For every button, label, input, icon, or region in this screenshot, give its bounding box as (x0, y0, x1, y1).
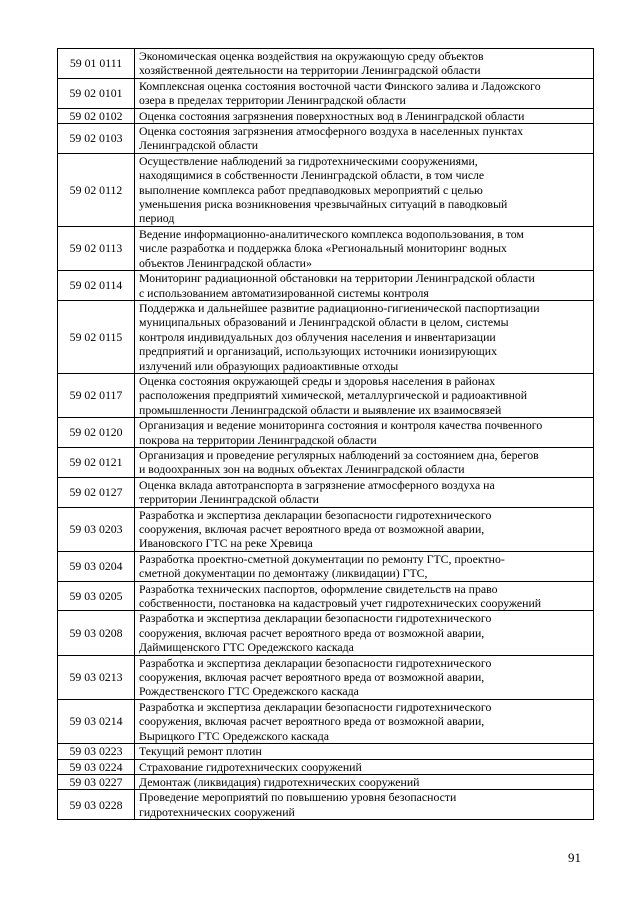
description-line: Разработка и экспертиза декларации безопасности гидротехнического (139, 655, 492, 670)
description-line: расположения предприятий химической, металлургической и радиоактивной (139, 388, 528, 403)
table-row (58, 49, 594, 79)
row-description (135, 447, 594, 477)
row-description (135, 699, 594, 743)
table-row (58, 373, 594, 417)
table-row (58, 226, 594, 270)
description-line: Ивановского ГТС на реке Хревица (139, 536, 313, 551)
description-line: озера в пределах территории Ленинградской области (139, 93, 406, 108)
table-row (58, 790, 594, 820)
codes-table (57, 48, 594, 820)
description-line: Осуществление наблюдений за гидротехническими сооружениями, (139, 153, 478, 168)
table-body (58, 49, 594, 820)
page-number: 91 (568, 850, 581, 865)
row-description (135, 226, 594, 270)
description-line: сооружения, включая расчет вероятного вреда от возможной аварии, (139, 714, 485, 729)
row-code: 59 03 0227 (58, 774, 135, 789)
row-code: 59 01 0111 (58, 49, 135, 79)
row-code: 59 03 0204 (58, 551, 135, 581)
description-line: Разработка технических паспортов, оформление свидетельств на право (139, 581, 498, 596)
row-code: 59 02 0117 (58, 373, 135, 417)
row-description (135, 744, 594, 759)
description-line: Проведение мероприятий по повышению уровня безопасности (139, 790, 457, 805)
description-line: Разработка проектно-сметной документации по ремонту ГТС, проектно- (139, 551, 505, 566)
row-code: 59 03 0223 (58, 744, 135, 759)
row-code: 59 02 0102 (58, 108, 135, 123)
description-line: предприятий и организаций, использующих источники ионизирующих (139, 344, 497, 359)
description-line: покрова на территории Ленинградской области (139, 432, 377, 447)
row-code: 59 03 0214 (58, 699, 135, 743)
row-description (135, 271, 594, 301)
row-description (135, 551, 594, 581)
description-line: Организация и ведение мониторинга состояния и контроля качества почвенного (139, 418, 543, 433)
row-code: 59 02 0113 (58, 226, 135, 270)
table-row (58, 699, 594, 743)
row-description (135, 300, 594, 373)
table-row (58, 418, 594, 448)
table-row (58, 611, 594, 655)
row-code: 59 03 0228 (58, 790, 135, 820)
description-line: промышленности Ленинградской области и выявление их взаимосвязей (139, 402, 502, 417)
description-line: Ленинградской области (139, 138, 259, 153)
description-line: находящимися в собственности Ленинградской области, в том числе (139, 168, 485, 183)
description-line: выполнение комплекса работ предпаводковых мероприятий с целью (139, 182, 483, 197)
row-description (135, 790, 594, 820)
row-code: 59 02 0101 (58, 78, 135, 108)
description-line: Экономическая оценка воздействия на окружающую среду объектов (139, 49, 484, 63)
description-line: Вырицкого ГТС Оредежского каскада (139, 728, 329, 743)
row-code: 59 02 0115 (58, 300, 135, 373)
description-line: с использованием автоматизированной системы контроля (139, 285, 429, 300)
description-line: Разработка и экспертиза декларации безопасности гидротехнического (139, 699, 492, 714)
row-description (135, 124, 594, 154)
description-line: Демонтаж (ликвидация) гидротехнических сооружений (139, 774, 420, 789)
row-description (135, 507, 594, 551)
description-line: Комплексная оценка состояния восточной части Финского залива и Ладожского (139, 78, 541, 93)
table-row (58, 271, 594, 301)
description-line: Оценка состояния загрязнения атмосферного воздуха в населенных пунктах (139, 124, 524, 139)
row-description (135, 373, 594, 417)
description-line: контроля индивидуальных доз облучения населения и инвентаризации (139, 329, 496, 344)
description-line: Разработка и экспертиза декларации безопасности гидротехнического (139, 611, 492, 626)
table-row (58, 300, 594, 373)
table-row (58, 551, 594, 581)
table-row (58, 744, 594, 759)
row-code: 59 03 0224 (58, 759, 135, 774)
description-line: объектов Ленинградской области» (139, 255, 312, 270)
row-description (135, 611, 594, 655)
description-line: сметной документации по демонтажу (ликвидации) ГТС, (139, 566, 428, 581)
description-line: Текущий ремонт плотин (139, 744, 262, 759)
row-code: 59 03 0213 (58, 655, 135, 699)
row-description (135, 153, 594, 226)
table-row (58, 655, 594, 699)
description-line: Оценка состояния загрязнения поверхностных вод в Ленинградской области (139, 108, 525, 123)
row-description (135, 581, 594, 611)
description-line: Страхование гидротехнических сооружений (139, 759, 362, 774)
row-description (135, 774, 594, 789)
table-row (58, 124, 594, 154)
table-row (58, 153, 594, 226)
description-line: Организация и проведение регулярных наблюдений за состоянием дна, берегов (139, 447, 539, 462)
row-description (135, 477, 594, 507)
description-line: Разработка и экспертиза декларации безопасности гидротехнического (139, 507, 492, 522)
description-line: период (139, 211, 175, 226)
row-code: 59 03 0208 (58, 611, 135, 655)
row-description (135, 418, 594, 448)
description-line: Рождественского ГТС Оредежского каскада (139, 684, 359, 699)
row-code: 59 02 0114 (58, 271, 135, 301)
row-code: 59 02 0112 (58, 153, 135, 226)
description-line: уменьшения риска возникновения чрезвычайных ситуаций в паводковый (139, 197, 508, 212)
table-row (58, 447, 594, 477)
description-line: сооружения, включая расчет вероятного вреда от возможной аварии, (139, 625, 485, 640)
description-line: муниципальных образований и Ленинградской области в целом, системы (139, 315, 509, 330)
description-line: хозяйственной деятельности на территории Ленинградской области (139, 63, 481, 78)
table-row (58, 507, 594, 551)
description-line: Поддержка и дальнейшее развитие радиационно-гигиенической паспортизации (139, 300, 540, 315)
table-row (58, 78, 594, 108)
table-row (58, 774, 594, 789)
description-line: гидротехнических сооружений (139, 804, 295, 819)
row-code: 59 03 0203 (58, 507, 135, 551)
table-row (58, 581, 594, 611)
description-line: Мониторинг радиационной обстановки на территории Ленинградской области (139, 271, 535, 286)
description-line: сооружения, включая расчет вероятного вреда от возможной аварии, (139, 670, 485, 685)
description-line: Даймищенского ГТС Оредежского каскада (139, 640, 354, 655)
table-row (58, 108, 594, 123)
row-code: 59 02 0120 (58, 418, 135, 448)
row-description (135, 759, 594, 774)
row-description (135, 655, 594, 699)
row-description (135, 49, 594, 79)
description-line: числе разработка и поддержка блока «Региональный мониторинг водных (139, 241, 507, 256)
description-line: Оценка вклада автотранспорта в загрязнение атмосферного воздуха на (139, 477, 495, 492)
row-code: 59 02 0103 (58, 124, 135, 154)
description-line: излучений или образующих радиоактивные отходы (139, 358, 399, 373)
table-row (58, 759, 594, 774)
row-code: 59 02 0127 (58, 477, 135, 507)
row-code: 59 03 0205 (58, 581, 135, 611)
row-description (135, 78, 594, 108)
description-line: территории Ленинградской области (139, 492, 319, 507)
description-line: и водоохранных зон на водных объектах Ленинградской области (139, 462, 465, 477)
description-line: собственности, постановка на кадастровый учет гидротехнических сооружений (139, 596, 542, 611)
description-line: Ведение информационно-аналитического комплекса водопользования, в том (139, 226, 524, 241)
description-line: Оценка состояния окружающей среды и здоровья населения в районах (139, 373, 496, 388)
row-description (135, 108, 594, 123)
table-row (58, 477, 594, 507)
row-code: 59 02 0121 (58, 447, 135, 477)
description-line: сооружения, включая расчет вероятного вреда от возможной аварии, (139, 522, 485, 536)
